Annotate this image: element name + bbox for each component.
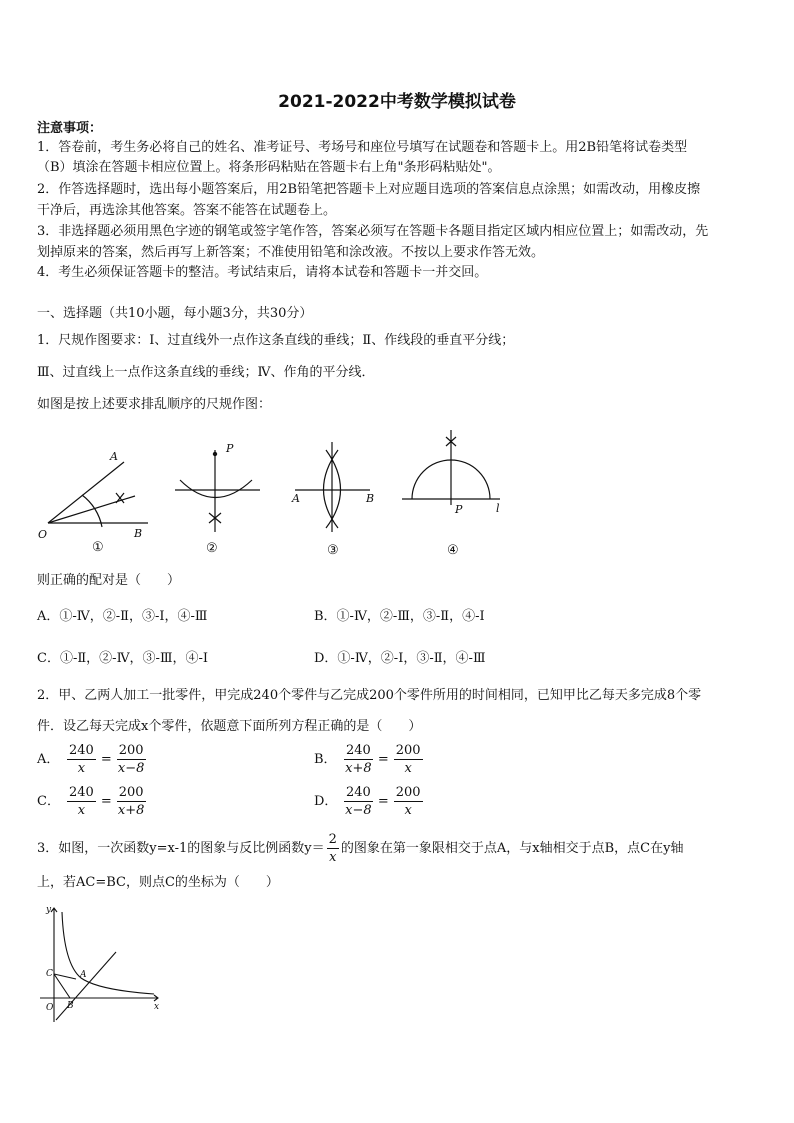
q1-stem: Ⅲ、过直线上一点作这条直线的垂线；Ⅳ、作角的平分线．: [37, 365, 375, 380]
point-p-dot: [213, 452, 217, 456]
fig-number: ④: [447, 543, 459, 558]
notice-line: 4．考生必须保证答题卡的整洁。考试结束后，请将本试卷和答题卡一并交回。: [37, 265, 488, 280]
q2-option-b[interactable]: B． $\frac{240}{x+8}$ = $\frac{200}{x}$: [314, 743, 421, 776]
notice-heading: 注意事项：: [37, 121, 103, 136]
notice-line: 2．作答选择题时，选出每小题答案后，用2B铅笔把答题卡上对应题目选项的答案信息点涂黑；如需改动，用橡皮擦: [37, 182, 701, 197]
figure-3-bisector: [295, 442, 370, 532]
fig-label: B: [134, 527, 143, 540]
point-label: B: [67, 1001, 74, 1011]
q2-option-d[interactable]: D． $\frac{240}{x-8}$ = $\frac{200}{x}$: [314, 785, 421, 818]
hyperbola-curve: [62, 912, 154, 994]
q2-option-c[interactable]: C． $\frac{240}{x}$ = $\frac{200}{x+8}$: [37, 785, 145, 818]
q3-stem: 上，若AC=BC，则点C的坐标为（ ）: [37, 875, 279, 890]
q2-option-a[interactable]: A． $\frac{240}{x}$ = $\frac{200}{x-8}$: [37, 743, 145, 776]
point-label: C: [46, 969, 53, 979]
axis-label: x: [154, 1002, 160, 1012]
fig-label: P: [226, 442, 234, 455]
fig-label: B: [366, 492, 375, 505]
figure-4-perpendicular: [402, 430, 500, 505]
q1-question: 则正确的配对是（ ）: [37, 573, 181, 588]
fig-number: ③: [327, 543, 339, 558]
notice-line: 1．答卷前，考生务必将自己的姓名、准考证号、考场号和座位号填写在试题卷和答题卡上。用2B铅笔将试卷类型: [37, 140, 688, 155]
fig-label: l: [496, 502, 500, 515]
notice-line: （B）填涂在答题卡相应位置上。将条形码粘贴在答题卡右上角"条形码粘贴处"。: [37, 160, 501, 175]
point-label: O: [46, 1003, 54, 1013]
page-title: 2021-2022中考数学模拟试卷: [278, 92, 516, 112]
q1-construction-figures: [30, 420, 510, 570]
fig-label: A: [292, 492, 300, 505]
q1-option-a[interactable]: A．①-Ⅳ，②-Ⅱ，③-Ⅰ，④-Ⅲ: [37, 609, 208, 624]
q1-option-c[interactable]: C．①-Ⅱ，②-Ⅳ，③-Ⅲ，④-Ⅰ: [37, 651, 209, 666]
section-heading: 一、选择题（共10小题，每小题3分，共30分）: [37, 306, 313, 321]
axis-label: y: [46, 905, 52, 915]
notice-line: 干净后，再选涂其他答案。答案不能答在试题卷上。: [37, 203, 337, 218]
figure-2-perpendicular: [175, 450, 260, 532]
q1-stem: 如图是按上述要求排乱顺序的尺规作图：: [37, 397, 272, 412]
point-label: A: [80, 970, 87, 980]
fig-label: A: [110, 450, 118, 463]
q1-option-b[interactable]: B．①-Ⅳ，②-Ⅲ，③-Ⅱ，④-Ⅰ: [314, 609, 485, 624]
fig-number: ①: [92, 540, 104, 555]
q1-option-d[interactable]: D．①-Ⅳ，②-Ⅰ，③-Ⅱ，④-Ⅲ: [314, 651, 486, 666]
notice-line: 划掉原来的答案，然后再写上新答案；不准使用铅笔和涂改液。不按以上要求作答无效。: [37, 245, 545, 260]
q1-stem: 1．尺规作图要求：Ⅰ、过直线外一点作这条直线的垂线；Ⅱ、作线段的垂直平分线；: [37, 333, 515, 348]
linear-graph: [56, 952, 116, 1020]
q3-graph-figure: [36, 902, 166, 1027]
q3-stem: 3．如图，一次函数y=x-1的图象与反比例函数y＝ $\frac{2}{x}$ 的图象在第一象限相交于点A，与x轴相交于点B，点C在y轴: [37, 832, 684, 865]
fig-label: P: [455, 503, 463, 516]
figure-1-angle-bisector: [48, 462, 148, 527]
fig-label: O: [38, 528, 48, 541]
fig-number: ②: [206, 541, 218, 556]
q2-stem: 件．设乙每天完成x个零件，依题意下面所列方程正确的是（ ）: [37, 719, 422, 734]
q2-stem: 2．甲、乙两人加工一批零件，甲完成240个零件与乙完成200个零件所用的时间相同，已知甲比乙每天多完成8个零: [37, 688, 702, 703]
notice-line: 3．非选择题必须用黑色字迹的钢笔或签字笔作答，答案必须写在答题卡各题目指定区域内相应位置上；如需改动，先: [37, 224, 709, 239]
